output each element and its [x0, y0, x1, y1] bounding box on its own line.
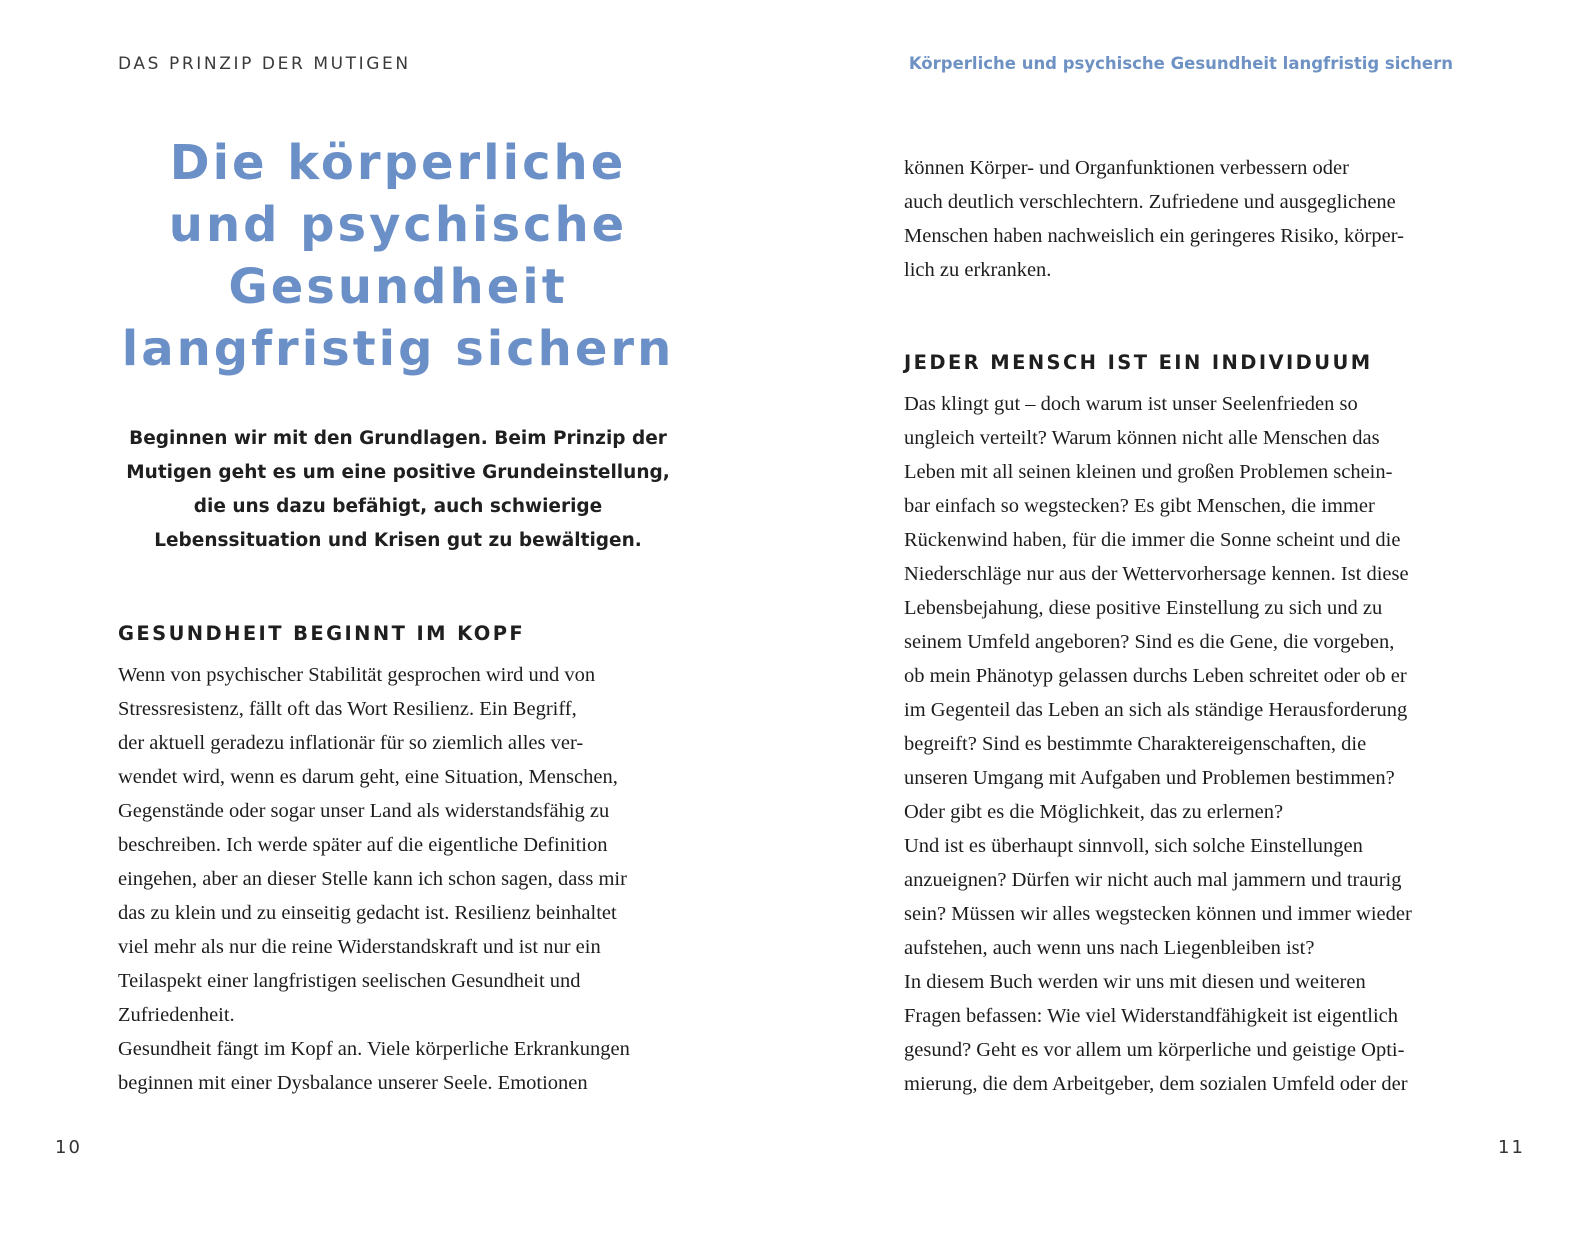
- section-heading-left: GESUNDHEIT BEGINNT IM KOPF: [118, 622, 526, 645]
- body-line: Teilaspekt einer langfristigen seelischen Gesundheit und: [118, 970, 581, 992]
- body-line: aufstehen, auch wenn uns nach Liegenbleiben ist?: [904, 937, 1315, 959]
- body-line: unseren Umgang mit Aufgaben und Problemen bestimmen?: [904, 767, 1395, 789]
- body-line: Fragen befassen: Wie viel Widerstandfähigkeit ist eigentlich: [904, 1005, 1399, 1027]
- body-line: Oder gibt es die Möglichkeit, das zu erlernen?: [904, 801, 1284, 823]
- body-line: Und ist es überhaupt sinnvoll, sich solche Einstellungen: [904, 835, 1363, 857]
- intro-paragraph: [118, 422, 678, 558]
- chapter-title-line: langfristig sichern: [121, 321, 675, 377]
- body-line: sein? Müssen wir alles wegstecken können und immer wieder: [904, 903, 1412, 925]
- body-line: wendet wird, wenn es darum geht, eine Situation, Menschen,: [118, 766, 618, 788]
- intro-line: Mutigen geht es um eine positive Grundeinstellung,: [126, 462, 670, 483]
- body-text-right-continued: [904, 151, 1404, 287]
- body-line: In diesem Buch werden wir uns mit diesen und weiteren: [904, 971, 1366, 993]
- body-line: ob mein Phänotyp gelassen durchs Leben schreitet oder ob er: [904, 665, 1407, 687]
- body-line: viel mehr als nur die reine Widerstandskraft und ist nur ein: [118, 936, 601, 958]
- intro-line: Lebenssituation und Krisen gut zu bewältigen.: [154, 530, 642, 551]
- body-line: Zufriedenheit.: [118, 1004, 235, 1026]
- body-text-right: [904, 387, 1412, 1101]
- running-head-left: DAS PRINZIP DER MUTIGEN: [118, 54, 411, 74]
- body-text-left: [118, 658, 630, 1100]
- page-number-left: 10: [55, 1137, 82, 1158]
- body-line: Wenn von psychischer Stabilität gesprochen wird und von: [118, 664, 596, 686]
- intro-line: Beginnen wir mit den Grundlagen. Beim Prinzip der: [129, 428, 667, 449]
- running-head-right: Körperliche und psychische Gesundheit langfristig sichern: [908, 54, 1453, 73]
- body-line: Gesundheit fängt im Kopf an. Viele körperliche Erkrankungen: [118, 1038, 630, 1060]
- body-line: Stressresistenz, fällt oft das Wort Resilienz. Ein Begriff,: [118, 698, 577, 720]
- body-line: Das klingt gut – doch warum ist unser Seelenfrieden so: [904, 393, 1358, 415]
- body-line: begreift? Sind es bestimmte Charaktereigenschaften, die: [904, 733, 1367, 755]
- body-line: Menschen haben nachweislich ein geringeres Risiko, körper-: [904, 225, 1404, 247]
- page-number-right: 11: [1498, 1137, 1525, 1158]
- body-line: anzueignen? Dürfen wir nicht auch mal jammern und traurig: [904, 869, 1402, 891]
- body-line: seinem Umfeld angeboren? Sind es die Gene, die vorgeben,: [904, 631, 1395, 653]
- body-line: gesund? Geht es vor allem um körperliche und geistige Opti-: [904, 1039, 1405, 1061]
- body-line: Gegenstände oder sogar unser Land als widerstandsfähig zu: [118, 800, 610, 822]
- chapter-title: [118, 132, 678, 380]
- body-line: Rückenwind haben, für die immer die Sonne scheint und die: [904, 529, 1401, 551]
- body-line: der aktuell geradezu inflationär für so ziemlich alles ver-: [118, 732, 584, 754]
- body-line: können Körper- und Organfunktionen verbessern oder: [904, 157, 1349, 179]
- chapter-title-line: Die körperliche: [169, 135, 627, 191]
- body-line: eingehen, aber an dieser Stelle kann ich schon sagen, dass mir: [118, 868, 627, 890]
- body-line: im Gegenteil das Leben an sich als ständige Herausforderung: [904, 699, 1408, 721]
- body-line: ungleich verteilt? Warum können nicht alle Menschen das: [904, 427, 1380, 449]
- body-line: beginnen mit einer Dysbalance unserer Seele. Emotionen: [118, 1072, 588, 1094]
- chapter-title-line: Gesundheit: [228, 259, 568, 315]
- body-line: Lebensbejahung, diese positive Einstellung zu sich und zu: [904, 597, 1383, 619]
- chapter-title-line: und psychische: [168, 197, 628, 253]
- body-line: bar einfach so wegstecken? Es gibt Menschen, die immer: [904, 495, 1375, 517]
- body-line: Niederschläge nur aus der Wettervorhersage kennen. Ist diese: [904, 563, 1409, 585]
- body-line: beschreiben. Ich werde später auf die eigentliche Definition: [118, 834, 608, 856]
- intro-line: die uns dazu befähigt, auch schwierige: [193, 496, 603, 517]
- body-line: das zu klein und zu einseitig gedacht ist. Resilienz beinhaltet: [118, 902, 617, 924]
- section-heading-right: JEDER MENSCH IST EIN INDIVIDUUM: [904, 351, 1373, 374]
- body-line: mierung, die dem Arbeitgeber, dem sozialen Umfeld oder der: [904, 1073, 1408, 1095]
- body-line: lich zu erkranken.: [904, 259, 1052, 281]
- body-line: Leben mit all seinen kleinen und großen Problemen schein-: [904, 461, 1393, 483]
- body-line: auch deutlich verschlechtern. Zufriedene und ausgeglichene: [904, 191, 1396, 213]
